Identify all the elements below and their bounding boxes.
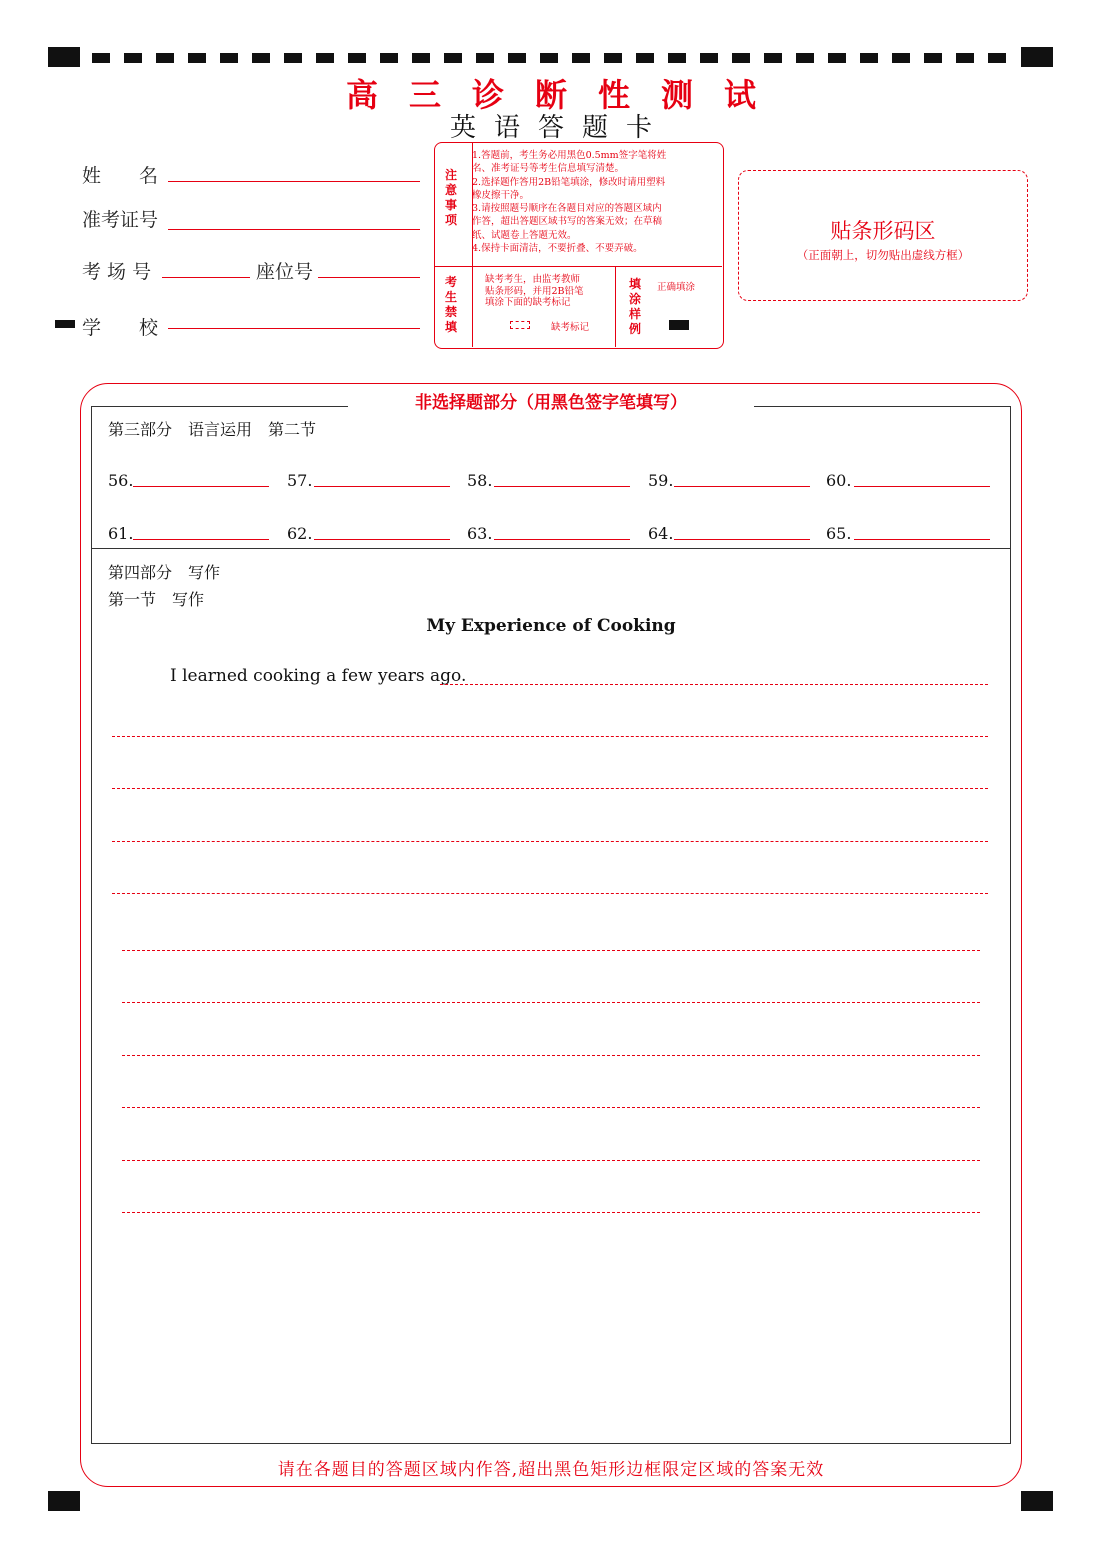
writing-line[interactable] [112, 736, 988, 737]
barcode-area [738, 170, 1028, 301]
room-field[interactable] [162, 277, 250, 278]
answer-blank[interactable] [494, 539, 630, 540]
answer-blank[interactable] [314, 539, 450, 540]
essay-opening-sentence: I learned cooking a few years ago. [170, 666, 467, 686]
exam-id-field[interactable] [168, 229, 420, 230]
page-title: 高三诊断性测试 [345, 76, 787, 114]
school-field[interactable] [168, 328, 420, 329]
answer-blank[interactable] [494, 486, 630, 487]
correct-fill-label: 正确填涂 [657, 282, 696, 293]
room-label: 考 场 号 [82, 261, 152, 283]
timing-mark [55, 320, 75, 328]
seat-field[interactable] [318, 277, 420, 278]
answer-blank[interactable] [674, 486, 810, 487]
writing-line[interactable] [112, 788, 988, 789]
name-field[interactable] [168, 181, 420, 182]
writing-line[interactable] [112, 893, 988, 894]
seat-label: 座位号 [256, 261, 314, 283]
inner-frame [91, 407, 1011, 1444]
writing-line[interactable] [122, 1160, 980, 1161]
filled-mark-sample [669, 320, 689, 330]
question-number: 62. [287, 524, 313, 543]
part3-heading: 第三部分 语言运用 第二节 [108, 420, 317, 439]
question-number: 64. [648, 524, 674, 543]
answer-blank[interactable] [133, 486, 269, 487]
question-number: 59. [648, 471, 674, 490]
writing-line[interactable] [440, 684, 988, 685]
notice-text: 1.答题前，考生务必用黑色0.5mm签字笔将姓 名、准考证号等考生信息填写清楚。 2.选择题作答用2B铅笔填涂，修改时请用塑料 橡皮擦干净。 3.请按照题号顺序在各题目对应的答题区域内 作答，超出答题区域书写的答案无效；在草稿 纸、试题卷上答题无效。 4.保持卡面清洁，不要折叠、不要弄破。 [472, 150, 667, 255]
part-divider [91, 548, 1011, 549]
section1-heading: 第一节 写作 [108, 590, 205, 609]
timing-track [92, 53, 1020, 63]
school-label: 学 校 [82, 317, 159, 339]
absent-text: 缺考考生，由监考教师 贴条形码，并用2B铅笔 填涂下面的缺考标记 [485, 274, 584, 308]
page-subtitle: 英语答题卡 [449, 113, 670, 143]
question-number: 57. [287, 471, 313, 490]
question-number: 61. [108, 524, 134, 543]
registration-mark-bottom-right [1021, 1491, 1053, 1511]
writing-line[interactable] [122, 1212, 980, 1213]
answer-blank[interactable] [674, 539, 810, 540]
notice-label: 注意事项 [444, 168, 457, 227]
question-number: 65. [826, 524, 852, 543]
question-number: 60. [826, 471, 852, 490]
answer-blank[interactable] [854, 486, 990, 487]
answer-blank[interactable] [314, 486, 450, 487]
barcode-subtitle: （正面朝上，切勿贴出虚线方框） [796, 248, 970, 262]
fill-example-label: 填涂样例 [628, 277, 641, 336]
absent-checkbox[interactable] [510, 321, 530, 329]
writing-line[interactable] [122, 1055, 980, 1056]
exam-id-label: 准考证号 [82, 209, 159, 231]
registration-mark-bottom-left [48, 1491, 80, 1511]
question-number: 58. [467, 471, 493, 490]
absent-mark-label: 缺考标记 [551, 322, 590, 333]
registration-mark-top-left [48, 47, 80, 67]
writing-line[interactable] [112, 841, 988, 842]
barcode-title: 贴条形码区 [830, 219, 936, 243]
question-number: 56. [108, 471, 134, 490]
writing-line[interactable] [122, 1002, 980, 1003]
essay-title: My Experience of Cooking [426, 616, 676, 636]
question-number: 63. [467, 524, 493, 543]
name-label: 姓 名 [82, 165, 159, 187]
part4-heading: 第四部分 写作 [108, 563, 221, 582]
writing-line[interactable] [122, 1107, 980, 1108]
registration-mark-top-right [1021, 47, 1053, 67]
answer-blank[interactable] [854, 539, 990, 540]
writing-line[interactable] [122, 950, 980, 951]
section-heading: 非选择题部分（用黑色签字笔填写） [348, 388, 754, 413]
footer-warning: 请在各题目的答题区域内作答,超出黑色矩形边框限定区域的答案无效 [277, 1460, 825, 1480]
forbidden-label: 考生禁填 [444, 275, 457, 334]
notice-box [434, 142, 724, 349]
answer-blank[interactable] [133, 539, 269, 540]
